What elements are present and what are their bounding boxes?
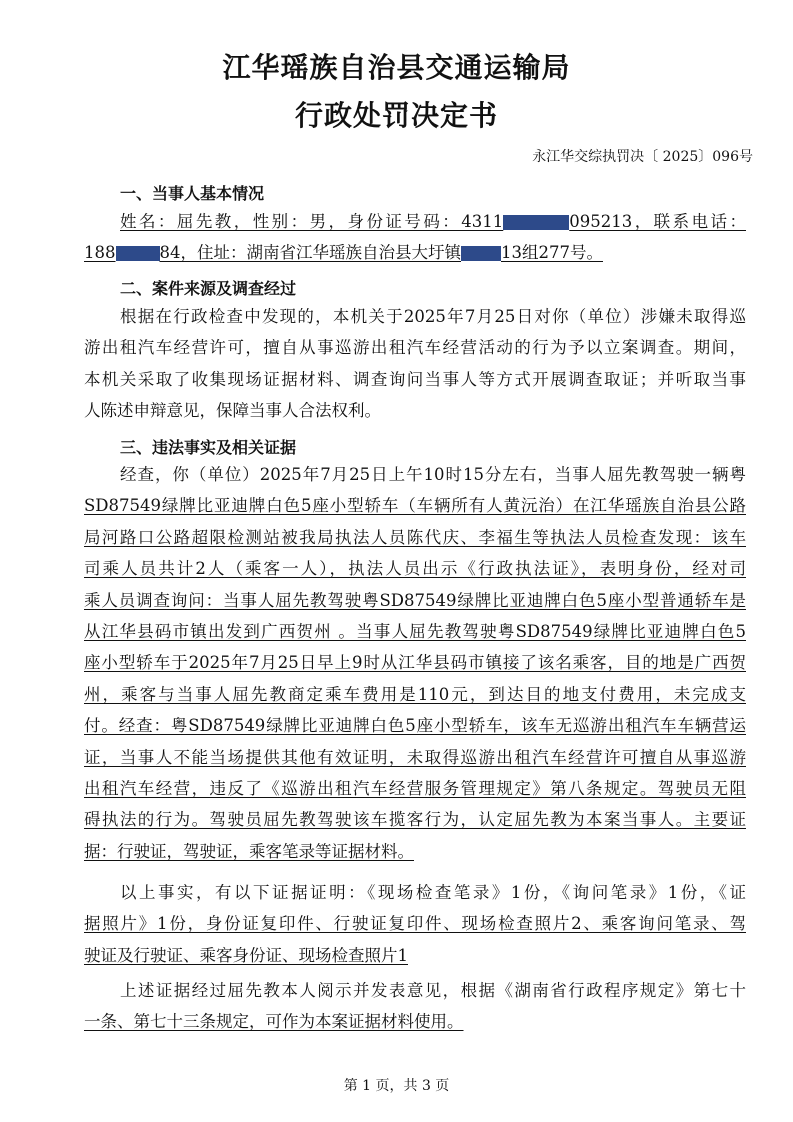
case-source-line: 本机关采取了收集现场证据材料、调查询问当事人等方式开展调查取证；并听取当事 bbox=[84, 369, 746, 389]
facts-line: 座小型轿车于2025年7月25日早上9时从江华县码市镇接了该名乘客，目的地是广西贺 bbox=[84, 653, 746, 673]
facts-line: 乘人员调查询问：当事人屈先教驾驶粤SD87549绿牌比亚迪牌白色5座小型普通轿车是 bbox=[84, 590, 746, 610]
facts-line: 司乘人员共计2人（乘客一人），执法人员出示《行政执法证》，表明身份，经对司 bbox=[84, 559, 746, 579]
party-info-line: 姓名：屈先教，性别：男，身份证号码：4311 095213，联系电话： bbox=[120, 212, 746, 231]
party-info-paragraph bbox=[84, 206, 746, 269]
facts-line: 局河路口公路超限检测站被我局执法人员陈代庆、李福生等执法人员检查发现：该车 bbox=[84, 527, 746, 547]
facts-line: 州，乘客与当事人屈先教商定乘车费用是110元，到达目的地支付费用，未完成支 bbox=[84, 684, 746, 704]
violation-facts-heading: 三、违法事实及相关证据 bbox=[120, 438, 297, 457]
redaction-mark bbox=[503, 215, 569, 230]
facts-line: 出租汽车经营，违反了《巡游出租汽车经营服务管理规定》第八条规定。驾驶员无阻 bbox=[84, 778, 746, 798]
document-subtitle: 行政处罚决定书 bbox=[294, 99, 498, 132]
case-source-line: 根据在行政检查中发现的，本机关于2025年7月25日对你（单位）涉嫌未取得巡 bbox=[120, 307, 746, 326]
facts-line: SD87549绿牌比亚迪牌白色5座小型轿车（车辆所有人黄沅治）在江华瑶族自治县公路 bbox=[84, 496, 746, 516]
conclusion-line: 上述证据经过屈先教本人阅示并发表意见，根据《湖南省行政程序规定》第七十 bbox=[120, 981, 746, 1000]
facts-line: 经查，你（单位）2025年7月25日上午10时15分左右，当事人屈先教驾驶一辆粤 bbox=[120, 465, 746, 484]
page-footer: 第 1 页，共 3 页 bbox=[343, 1078, 450, 1094]
document-number: 永江华交综执罚决〔 2025〕096号 bbox=[532, 149, 753, 165]
case-source-paragraph bbox=[84, 301, 746, 427]
case-source-line: 人陈述申辩意见，保障当事人合法权利。 bbox=[84, 401, 381, 421]
case-source-line: 游出租汽车经营许可，擅自从事巡游出租汽车经营活动的行为予以立案调查。期间， bbox=[84, 338, 746, 358]
facts-line: 从江华县码市镇出发到广西贺州 。当事人屈先教驾驶粤SD87549绿牌比亚迪牌白色5 bbox=[84, 621, 746, 641]
facts-line: 碍执法的行为。驾驶员屈先教驾驶该车揽客行为，认定屈先教为本案当事人。主要证 bbox=[84, 810, 746, 830]
facts-line: 据：行驶证，驾驶证，乘客笔录等证据材料。 bbox=[84, 841, 414, 861]
case-source-heading: 二、案件来源及调查经过 bbox=[120, 279, 297, 298]
redaction-mark bbox=[461, 246, 501, 261]
facts-line: 付。经查：粤SD87549绿牌比亚迪牌白色5座小型轿车，该车无巡游出租汽车车辆营运 bbox=[84, 716, 746, 736]
facts-line: 证，当事人不能当场提供其他有效证明，未取得巡游出租汽车经营许可擅自从事巡游 bbox=[84, 747, 746, 767]
evidence-line: 驶证及行驶证、乘客身份证、现场检查照片1 bbox=[84, 945, 408, 965]
evidence-line: 据照片》1份，身份证复印件、行驶证复印件、现场检查照片2、乘客询问笔录、驾 bbox=[84, 914, 746, 934]
evidence-paragraph bbox=[84, 877, 746, 971]
evidence-line: 以上事实，有以下证据证明：《现场检查笔录》1份，《询问笔录》1份，《证 bbox=[120, 883, 746, 902]
conclusion-line: 一条、第七十三条规定，可作为本案证据材料使用。 bbox=[84, 1012, 464, 1032]
party-info-line: 188 84，住址：湖南省江华瑶族自治县大圩镇 13组277号。 bbox=[84, 243, 603, 263]
party-info-heading: 一、当事人基本情况 bbox=[120, 184, 265, 203]
document-title: 江华瑶族自治县交通运输局 bbox=[222, 51, 571, 84]
violation-facts-paragraph bbox=[84, 459, 746, 867]
conclusion-paragraph bbox=[84, 975, 746, 1038]
redaction-mark bbox=[116, 246, 160, 261]
